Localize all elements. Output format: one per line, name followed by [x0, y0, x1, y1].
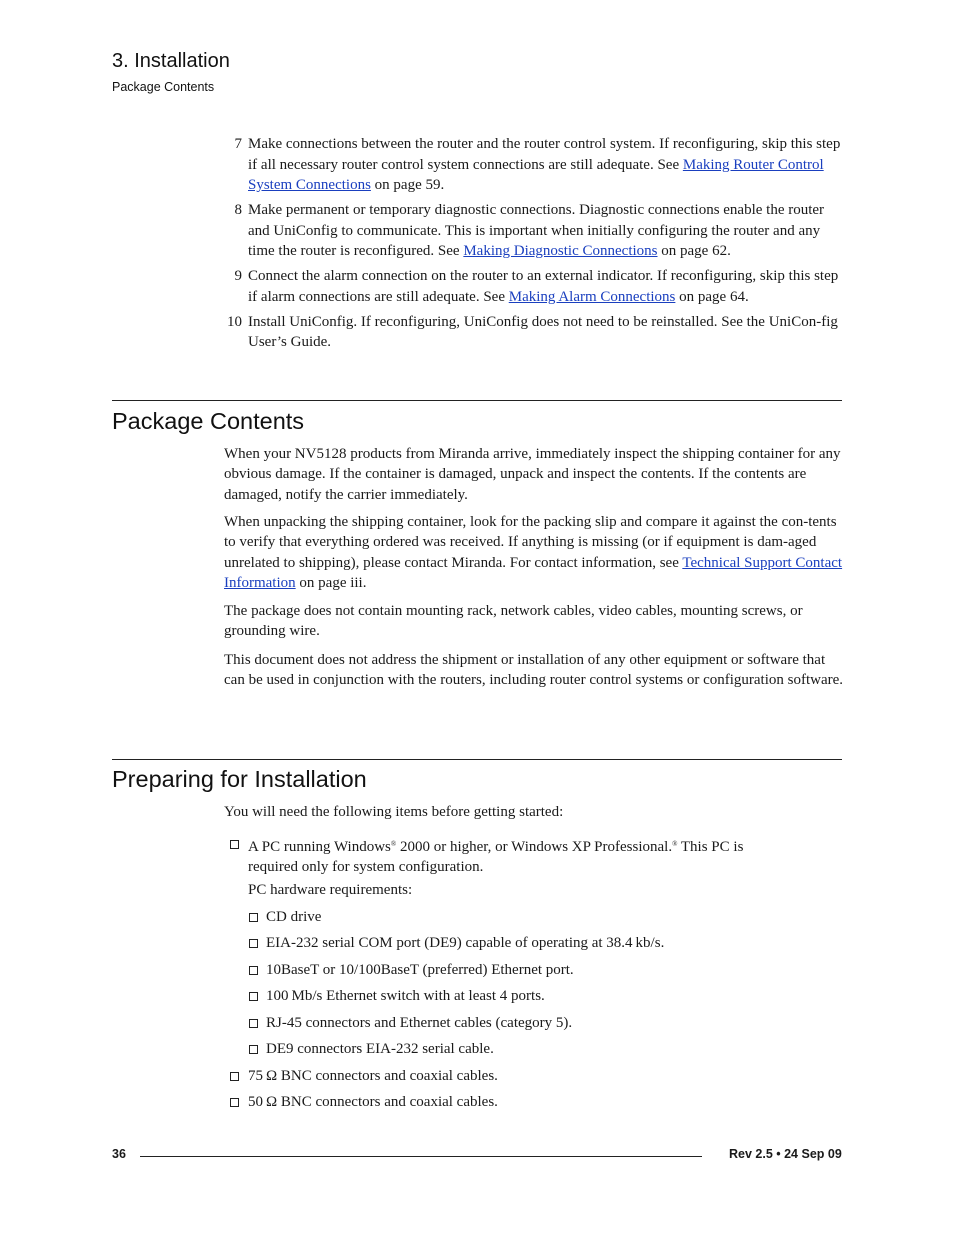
installation-steps-list: [112, 134, 844, 357]
step-text: Install UniConfig. If reconfiguring, UniConfig does not need to be reinstalled. See the UniCon-fig User’s Guide.: [248, 313, 838, 350]
link-making-alarm-connections[interactable]: Making Alarm Connections: [508, 288, 676, 305]
list-item: 50 Ω BNC connectors and coaxial cables.: [248, 1094, 498, 1110]
checkbox-bullet-icon: [249, 1019, 258, 1028]
list-item: 10BaseT or 10/100BaseT (preferred) Ethernet port.: [266, 962, 574, 978]
list-item: [112, 134, 844, 196]
step-number: 8: [234, 202, 242, 218]
step-number: 7: [234, 136, 242, 152]
list-item: CD drive: [266, 909, 322, 925]
registered-mark: ®: [390, 840, 397, 848]
step-number: 10: [227, 313, 242, 330]
list-item: [248, 834, 808, 878]
section-heading-package-contents: Package Contents: [112, 408, 305, 434]
running-head: Package Contents: [112, 80, 215, 94]
step-number: 9: [234, 268, 242, 284]
revision-label: Rev 2.5 • 24 Sep 09: [729, 1147, 842, 1161]
list-item: [112, 266, 844, 307]
section-divider: [112, 400, 842, 401]
paragraph: [224, 512, 844, 593]
section-divider: [112, 759, 842, 760]
paragraph: This document does not address the shipment or installation of any other equipment or software that can be used in conjunction with the routers, including router control systems or configuration software.: [224, 652, 844, 689]
paragraph-text: When unpacking the shipping container, look for the packing slip and compare it against the con-tents to verify that everything ordered was received. If anything is missing (or if equipment is dam-aged unrelated to shipping), please contact Miranda. For contact information, see: [224, 514, 837, 571]
list-item-text: A PC running Windows: [248, 839, 391, 855]
step-text: Make permanent or temporary diagnostic connections. Diagnostic connections enable the router and UniConfig to communicate. This is important when initially configuring the router and any time the router is reconfigured. See: [248, 202, 825, 259]
hardware-requirements-label: PC hardware requirements:: [248, 882, 413, 898]
checkbox-bullet-icon: [249, 1045, 258, 1054]
registered-mark: ®: [672, 840, 678, 848]
checkbox-bullet-icon: [249, 939, 258, 948]
step-text: Make connections between the router and the router control system. If reconfiguring, skip this step if all necessary router control system connections are still adequate. See: [248, 136, 841, 173]
step-text: on page 62.: [657, 243, 731, 259]
checkbox-bullet-icon: [230, 840, 239, 849]
checkbox-bullet-icon: [249, 966, 258, 975]
step-text: Connect the alarm connection on the router to an external indicator. If reconfiguring, skip this step if alarm connections are still adequate. See: [248, 268, 839, 305]
list-item: 100 Mb/s Ethernet switch with at least 4 ports.: [266, 988, 545, 1004]
step-text: on page 64.: [675, 288, 749, 305]
list-item: [112, 200, 844, 262]
list-item-text: required only for system configuration.: [248, 859, 484, 876]
checkbox-bullet-icon: [230, 1098, 239, 1107]
list-item: RJ-45 connectors and Ethernet cables (category 5).: [266, 1015, 573, 1031]
step-text: on page 59.: [370, 177, 445, 193]
paragraph: When your NV5128 products from Miranda arrive, immediately inspect the shipping container for any obvious damage. If the container is damaged, unpack and inspect the contents. If the contents are damaged, notify the carrier immediately.: [224, 446, 841, 503]
list-item-text: This PC is: [677, 839, 744, 855]
checkbox-bullet-icon: [230, 1072, 239, 1081]
paragraph: The package does not contain mounting rack, network cables, video cables, mounting screws, or grounding wire.: [224, 603, 803, 640]
list-item: 75 Ω BNC connectors and coaxial cables.: [248, 1068, 498, 1084]
page-number: 36: [112, 1147, 126, 1161]
paragraph-text: on page iii.: [295, 574, 367, 591]
list-item: EIA-232 serial COM port (DE9) capable of operating at 38.4 kb/s.: [266, 935, 665, 951]
link-making-diagnostic-connections[interactable]: Making Diagnostic Connections: [463, 243, 658, 259]
checkbox-bullet-icon: [249, 992, 258, 1001]
checkbox-bullet-icon: [249, 913, 258, 922]
list-item: [112, 312, 844, 353]
paragraph: You will need the following items before getting started:: [224, 804, 564, 820]
link-technical-support-contact-information[interactable]: Technical Support Contact Information: [224, 554, 843, 591]
chapter-title: 3. Installation: [112, 50, 230, 72]
footer-divider: [140, 1156, 702, 1157]
link-making-router-control-system-connections[interactable]: Making Router Control System Connections: [248, 156, 824, 193]
list-item: DE9 connectors EIA-232 serial cable.: [266, 1041, 494, 1057]
list-item-text: 2000 or higher, or Windows XP Professional.: [396, 839, 673, 855]
section-heading-preparing-for-installation: Preparing for Installation: [112, 766, 367, 792]
